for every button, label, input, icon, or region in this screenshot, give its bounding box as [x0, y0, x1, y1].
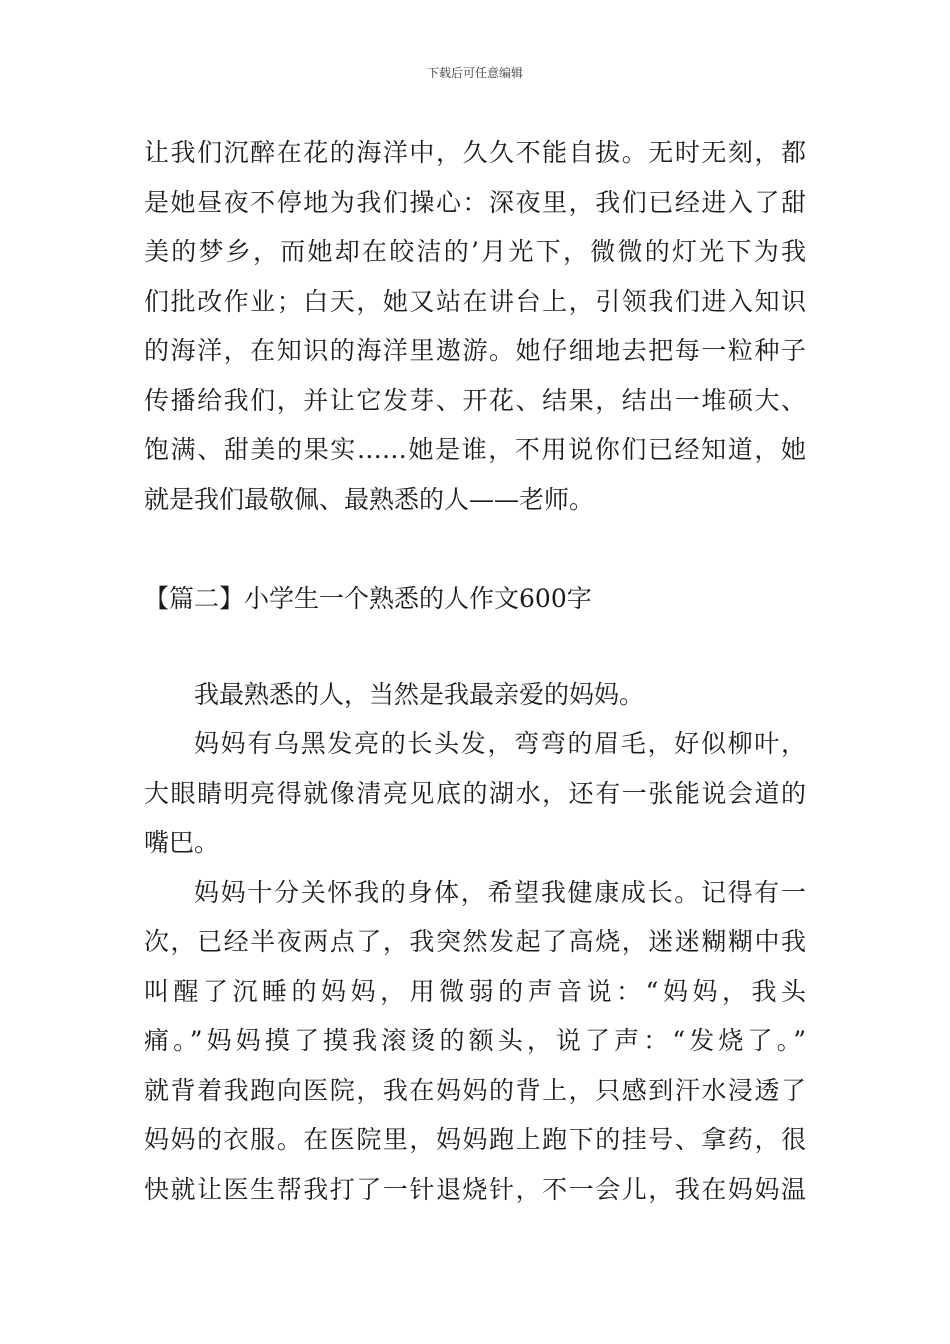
document-body	[144, 128, 806, 1214]
text-line: 我最熟悉的人，当然是我最亲爱的妈妈。	[194, 679, 645, 709]
paragraph-intro	[144, 670, 806, 720]
text-line: 妈妈的衣服。在医院里，妈妈跑上跑下的挂号、拿药，很	[144, 1125, 806, 1154]
text-line: 就背着我跑向医院，我在妈妈的背上，只感到汗水浸透了	[144, 1075, 806, 1105]
paragraph-continued	[144, 128, 806, 524]
text-line: 痛。”妈妈摸了摸我滚烫的额头，说了声：“发烧了。”	[144, 1026, 806, 1055]
text-line: 就是我们最敬佩、最熟悉的人——老师。	[144, 484, 595, 514]
text-line: 次，已经半夜两点了，我突然发起了高烧，迷迷糊糊中我	[144, 927, 806, 956]
text-line: 饱满、甜美的果实……她是谁，不用说你们已经知道，她	[144, 435, 806, 464]
page-header: 下载后可任意编辑	[426, 66, 523, 80]
text-line: 传播给我们，并让它发芽、开花、结果，结出一堆硕大、	[144, 385, 806, 415]
text-line: 妈妈十分关怀我的身体，希望我健康成长。记得有一	[194, 877, 806, 907]
text-line: 的海洋，在知识的海洋里遨游。她仔细地去把每一粒种子	[144, 336, 806, 365]
text-line: 美的梦乡，而她却在皎洁的’月光下，微微的灯光下为我	[144, 237, 806, 266]
text-line: 是她昼夜不停地为我们操心：深夜里，我们已经进入了甜	[144, 187, 806, 217]
text-line: 叫醒了沉睡的妈妈，用微弱的声音说：“妈妈，我头	[144, 976, 806, 1006]
text-line: 们批改作业；白天，她又站在讲台上，引领我们进入知识	[144, 286, 806, 316]
text-line: 嘴巴。	[144, 828, 220, 857]
section-heading: 【篇二】小学生一个熟悉的人作文600字	[144, 584, 592, 613]
text-line: 快就让医生帮我打了一针退烧针，不一会儿，我在妈妈温	[144, 1174, 806, 1204]
text-line: 让我们沉醉在花的海洋中，久久不能自拔。无时无刻，都	[144, 138, 806, 167]
text-line: 大眼睛明亮得就像清亮见底的湖水，还有一张能说会道的	[144, 778, 806, 808]
paragraph-appearance	[144, 719, 806, 868]
paragraph-care	[144, 868, 806, 1215]
text-line: 妈妈有乌黑发亮的长头发，弯弯的眉毛，好似柳叶，	[194, 729, 806, 758]
